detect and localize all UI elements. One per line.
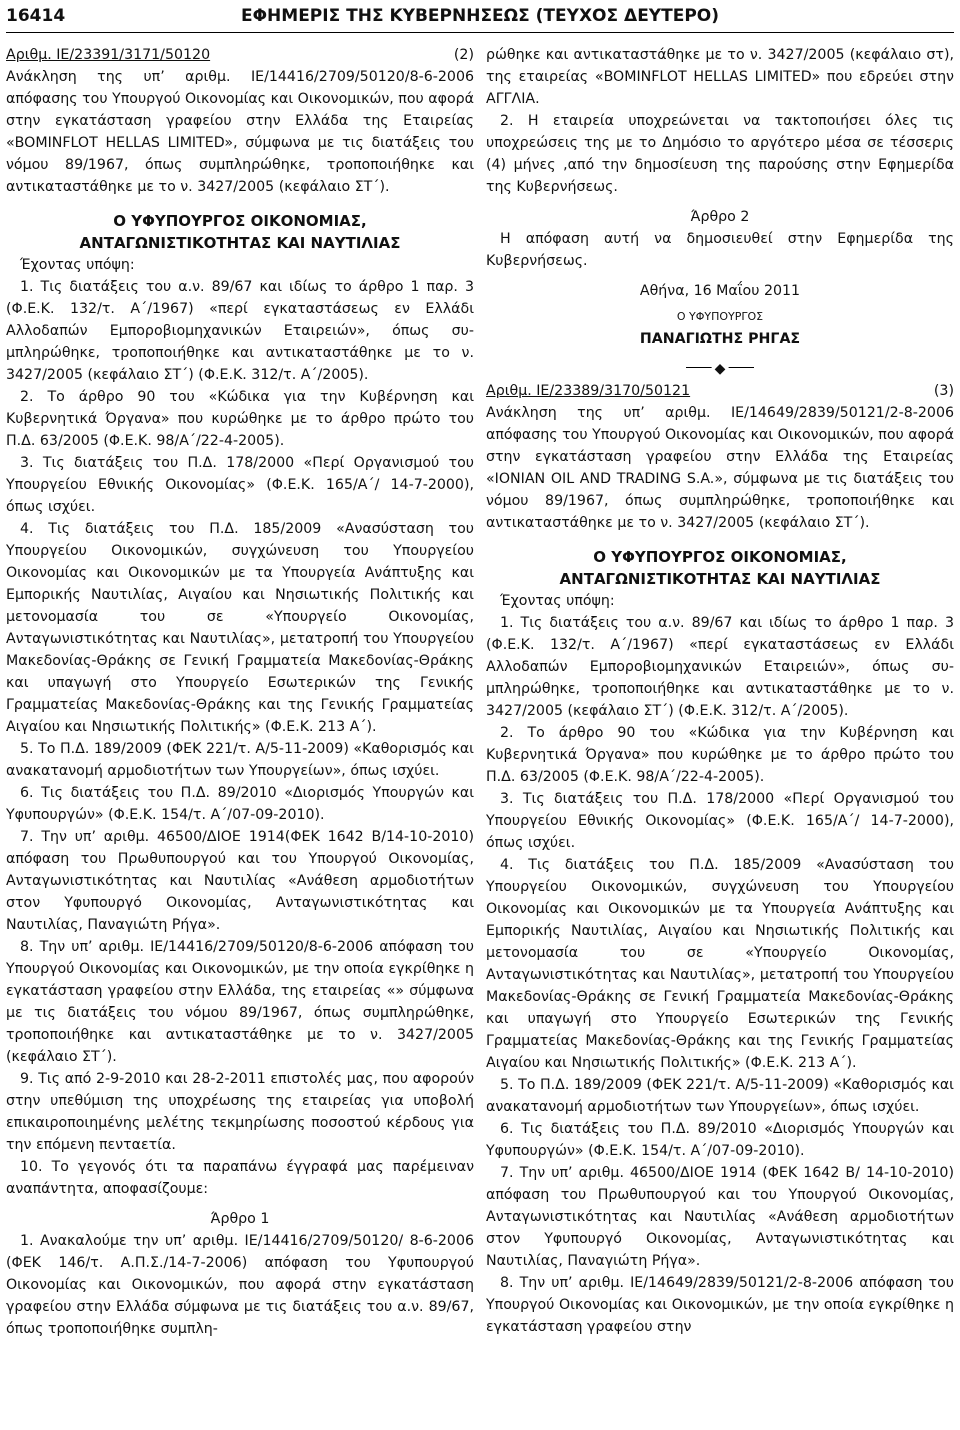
consideration-item: 8. Την υπ’ αριθμ. ΙΕ/14416/2709/50120/8-6-2006 απόφαση του Υπουργού Οικονομίας και Οικονομικών, με την οποία εγκρίθηκε η εγκατάσταση γραφείου στην Ελλάδα, της εταιρείας «» σύμφωνα με τις διατάξεις του νόμου 89/1967, όπως συμπληρώθηκε, τροποποιήθηκε και αντικαταστάθηκε με το ν. 3427/2005 (κεφάλαιο ΣΤ΄). [6, 939, 474, 1065]
consideration-item: 5. Το Π.Δ. 189/2009 (ΦΕΚ 221/τ. Α/5-11-2009) «Καθορισμός και ανακατανομή αρμοδιοτήτων των Υπουργείων», όπως ισχύει. [6, 741, 474, 779]
consideration-item: 8. Την υπ’ αριθμ. ΙΕ/14649/2839/50121/2-8-2006 απόφαση του Υπουργού Οικονομίας και Οικονομικών, με την οποία εγκρίθηκε η εγκατάσταση γραφείου στην [486, 1275, 954, 1335]
article-1-continuation: ρώθηκε και αντικαταστάθηκε με το ν. 3427/2005 (κεφάλαιο στ), της εταιρείας «BOMINFLOT HELLAS LIMITED» που εδρεύει στην ΑΓΓΛΙΑ. [486, 47, 954, 107]
consideration-item: 2. Το άρθρο 90 του «Κώδικα για την Κυβέρνηση και Κυβερνητικά Όργανα» που κυρώθηκε με το άρθρο πρώτο του Π.Δ. 63/2005 (Φ.Ε.Κ. 98/Α΄/22-4-2005). [6, 389, 474, 449]
minister-title-line-2: ΑΝΤΑΓΩΝΙΣΤΙΚΟΤΗΤΑΣ ΚΑΙ ΝΑΥΤΙΛΙΑΣ [79, 234, 401, 252]
signing-place-date: Αθήνα, 16 Μαΐου 2011 [639, 283, 801, 299]
consideration-item: 3. Τις διατάξεις του Π.Δ. 178/2000 «Περί Οργανισμού του Υπουργείου Εθνικής Οικονομίας» (Φ.Ε.Κ. 165/Α΄/ 14-7-2000), όπως ισχύει. [486, 791, 954, 851]
header-rule [6, 32, 954, 33]
article-2-text: Η απόφαση αυτή να δημοσιευθεί στην Εφημερίδα της Κυβερνήσεως. [486, 231, 954, 269]
consideration-item: 7. Την υπ’ αριθμ. 46500/ΔΙΟΕ 1914(ΦΕΚ 1642 Β/14-10-2010) απόφαση του Πρωθυπουργού και του Υπουργού Οικονομίας, Ανταγωνιστικότητας και Ναυτιλίας «Ανάθεση αρμοδιοτήτων στον Υφυπουργό Οικονομίας, Ανταγωνιστικότητας και Ναυτιλίας, Παναγιώτη Ρήγα». [6, 829, 474, 933]
having-regard-label: Έχοντας υπόψη: [20, 257, 135, 273]
decision-2-ref-number: Αριθμ. ΙΕ/23391/3171/50120 [6, 47, 211, 63]
diamond-icon: ◆ [712, 358, 729, 380]
minister-title-line-1: Ο ΥΦΥΠΟΥΡΓΟΣ ΟΙΚΟΝΟΜΙΑΣ, [593, 548, 847, 566]
consideration-item: 6. Τις διατάξεις του Π.Δ. 89/2010 «Διορισμός Υπουργών και Υφυπουργών» (Φ.Ε.Κ. 154/τ. Α΄/07-09-2010). [486, 1121, 954, 1159]
consideration-item: 4. Τις διατάξεις του Π.Δ. 185/2009 «Ανασύσταση του Υπουργείου Οικονομικών, συγχώνευση του Υπουργείου Οικονομίας και Οικονομικών με τα Υπουργεία Ανάπτυξης και Εμπορικής Ναυτιλίας, Αιγαίου και Νησιωτικής Πολιτικής και μετονομασία του σε «Υπουργείο Οικονομίας, Ανταγωνιστικότητας και Ναυτιλίας», μετατροπή του Υπουργείου Μακεδονίας-Θράκης σε Γενική Γραμματεία Μακεδονίας-Θράκης και υπαγωγή στο Υπουργείο Εσωτερικών της Γενικής Γραμματείας Μακεδονίας-Θράκης και της Γενικής Γραμματείας Αιγαίου και Νησιωτικής Πολιτικής» (Φ.Ε.Κ. 213 Α΄). [6, 521, 474, 735]
article-2-title: Άρθρο 2 [690, 209, 750, 225]
page-number: 16414 [6, 6, 66, 26]
consideration-item: 5. Το Π.Δ. 189/2009 (ΦΕΚ 221/τ. Α/5-11-2009) «Καθορισμός και ανακατανομή αρμοδιοτήτων των Υπουργείων», όπως ισχύει. [486, 1077, 954, 1115]
decision-2-index: (2) [453, 47, 474, 63]
signer-name: ΠΑΝΑΓΙΩΤΗΣ ΡΗΓΑΣ [639, 331, 801, 347]
gazette-title: ΕΦΗΜΕΡΙΣ ΤΗΣ ΚΥΒΕΡΝΗΣΕΩΣ (ΤΕΥΧΟΣ ΔΕΥΤΕΡΟ) [240, 6, 720, 26]
decision-2-heading: Ανάκληση της υπ’ αριθμ. ΙΕ/14416/2709/50120/8-6-2006 απόφασης του Υπουργού Οικονομίας και Οικονομικών, που αφορά στην εγκατάσταση γραφείου στην Ελλάδα της Εταιρείας «BOMINFLOT HELLAS LIMITED», σύμφωνα με τις διατάξεις του νόμου 89/1967, όπως συμπληρώθηκε, τροποποιήθηκε και αντικαταστάθηκε με το ν. 3427/2005 (κεφάλαιο ΣΤ΄). [6, 69, 474, 195]
consideration-item: 2. Το άρθρο 90 του «Κώδικα για την Κυβέρνηση και Κυβερνητικά Όργανα» που κυρώθηκε με το άρθρο πρώτο του Π.Δ. 63/2005 (Φ.Ε.Κ. 98/Α΄/22-4-2005). [486, 725, 954, 785]
consideration-item: 1. Τις διατάξεις του α.ν. 89/67 και ιδίως το άρθρο 1 παρ. 3 (Φ.Ε.Κ. 132/τ. Α΄/1967) «περί εγκαταστάσεως εν Ελλάδι Αλλοδαπών Εμποροβιομηχανικών Εταιρειών», όπως συμπληρώθηκε, τροποποιήθηκε και αντικαταστάθηκε με το ν. 3427/2005 (κεφάλαιο ΣΤ΄) (Φ.Ε.Κ. 312/τ. Α΄/2005). [6, 279, 474, 383]
decision-3-heading: Ανάκληση της υπ’ αριθμ. ΙΕ/14649/2839/50121/2-8-2006 απόφασης του Υπουργού Οικονομίας και Οικονομικών, που αφορά στην εγκατάσταση γραφείου στην Ελλάδα της Εταιρείας «IONIAN OIL AND TRADING S.A.», σύμφωνα με τις διατάξεις του νόμου 89/1967, όπως συμπληρώθηκε, τροποποιήθηκε και αντικαταστάθηκε με το ν. 3427/2005 (κεφάλαιο ΣΤ΄). [486, 405, 954, 531]
article-1-title: Άρθρο 1 [210, 1211, 270, 1227]
page-header [6, 0, 954, 32]
consideration-item: 7. Την υπ’ αριθμ. 46500/ΔΙΟΕ 1914 (ΦΕΚ 1642 Β/ 14-10-2010) απόφαση του Πρωθυπουργού και του Υπουργού Οικονομίας, Ανταγωνιστικότητας και Ναυτιλίας «Ανάθεση αρμοδιοτήτων στον Υφυπουργό Οικονομίας, Ανταγωνιστικότητας και Ναυτιλίας, Παναγιώτη Ρήγα». [486, 1165, 954, 1269]
decision-3-reference [486, 380, 954, 402]
left-column [6, 44, 474, 1340]
minister-title-line-1: Ο ΥΦΥΠΟΥΡΓΟΣ ΟΙΚΟΝΟΜΙΑΣ, [113, 212, 367, 230]
decision-3-ref-number: Αριθμ. ΙΕ/23389/3170/50121 [486, 383, 691, 399]
consideration-item: 1. Τις διατάξεις του α.ν. 89/67 και ιδίως το άρθρο 1 παρ. 3 (Φ.Ε.Κ. 132/τ. Α΄/1967) «περί εγκαταστάσεως εν Ελλάδι Αλλοδαπών Εμποροβιομηχανικών Εταιρειών», όπως συμπληρώθηκε, τροποποιήθηκε και αντικαταστάθηκε με το ν. 3427/2005 (κεφάλαιο ΣΤ΄) (Φ.Ε.Κ. 312/τ. Α΄/2005). [486, 615, 954, 719]
article-1-paragraph-2: 2. Η εταιρεία υποχρεώνεται να τακτοποιήσει όλες τις υποχρεώσεις της με το Δημόσιο το αργότερο μέσα σε τέσσερις (4) μήνες ,από την δημοσίευση της παρούσης στην Εφημερίδα της Κυβερνήσεως. [486, 113, 954, 195]
decision-3-index: (3) [933, 383, 954, 399]
section-divider [486, 356, 954, 378]
right-column [486, 44, 954, 1338]
having-regard-label: Έχοντας υπόψη: [500, 593, 615, 609]
minister-title-line-2: ΑΝΤΑΓΩΝΙΣΤΙΚΟΤΗΤΑΣ ΚΑΙ ΝΑΥΤΙΛΙΑΣ [559, 570, 881, 588]
consideration-item: 10. Το γεγονός ότι τα παραπάνω έγγραφά μας παρέμειναν αναπάντητα, αποφασίζουμε: [6, 1159, 474, 1197]
article-1-text: 1. Ανακαλούμε την υπ’ αριθμ. ΙΕ/14416/2709/50120/ 8-6-2006 (ΦΕΚ 146/τ. Α.Π.Σ./14-7-2006) απόφαση του Υφυπουργού Οικονομίας και Οικονομικών, που αφορά στην εγκατάσταση γραφείου στην Ελλάδα σύμφωνα με τις διατάξεις του α.ν. 89/67, όπως τροποποιήθηκε συμπλη- [6, 1233, 474, 1337]
signer-office: Ο ΥΦΥΠΟΥΡΓΟΣ [676, 310, 764, 323]
consideration-item: 3. Τις διατάξεις του Π.Δ. 178/2000 «Περί Οργανισμού του Υπουργείου Εθνικής Οικονομίας» (Φ.Ε.Κ. 165/Α΄/ 14-7-2000), όπως ισχύει. [6, 455, 474, 515]
consideration-item: 9. Τις από 2-9-2010 και 28-2-2011 επιστολές μας, που αφορούν στην υπεθύμιση της υποχρέωσης της εταιρείας για υποβολή επικαιροποιημένης μελέτης τεκμηρίωσης ποσοστού κέρδους για την επόμενη πενταετία. [6, 1071, 474, 1153]
consideration-item: 4. Τις διατάξεις του Π.Δ. 185/2009 «Ανασύσταση του Υπουργείου Οικονομικών, συγχώνευση του Υπουργείου Οικονομίας και Οικονομικών με τα Υπουργεία Ανάπτυξης και Εμπορικής Ναυτιλίας, Αιγαίου και Νησιωτικής Πολιτικής και μετονομασία του σε «Υπουργείο Οικονομίας, Ανταγωνιστικότητας και Ναυτιλίας», μετατροπή του Υπουργείου Μακεδονίας-Θράκης σε Γενική Γραμματεία Μακεδονίας-Θράκης και υπαγωγή στο Υπουργείο Εσωτερικών της Γενικής Γραμματείας Μακεδονίας-Θράκης και της Γενικής Γραμματείας Αιγαίου και Νησιωτικής Πολιτικής» (Φ.Ε.Κ. 213 Α΄). [486, 857, 954, 1071]
consideration-item: 6. Τις διατάξεις του Π.Δ. 89/2010 «Διορισμός Υπουργών και Υφυπουργών» (Φ.Ε.Κ. 154/τ. Α΄/07-09-2010). [6, 785, 474, 823]
decision-2-reference [6, 44, 474, 66]
